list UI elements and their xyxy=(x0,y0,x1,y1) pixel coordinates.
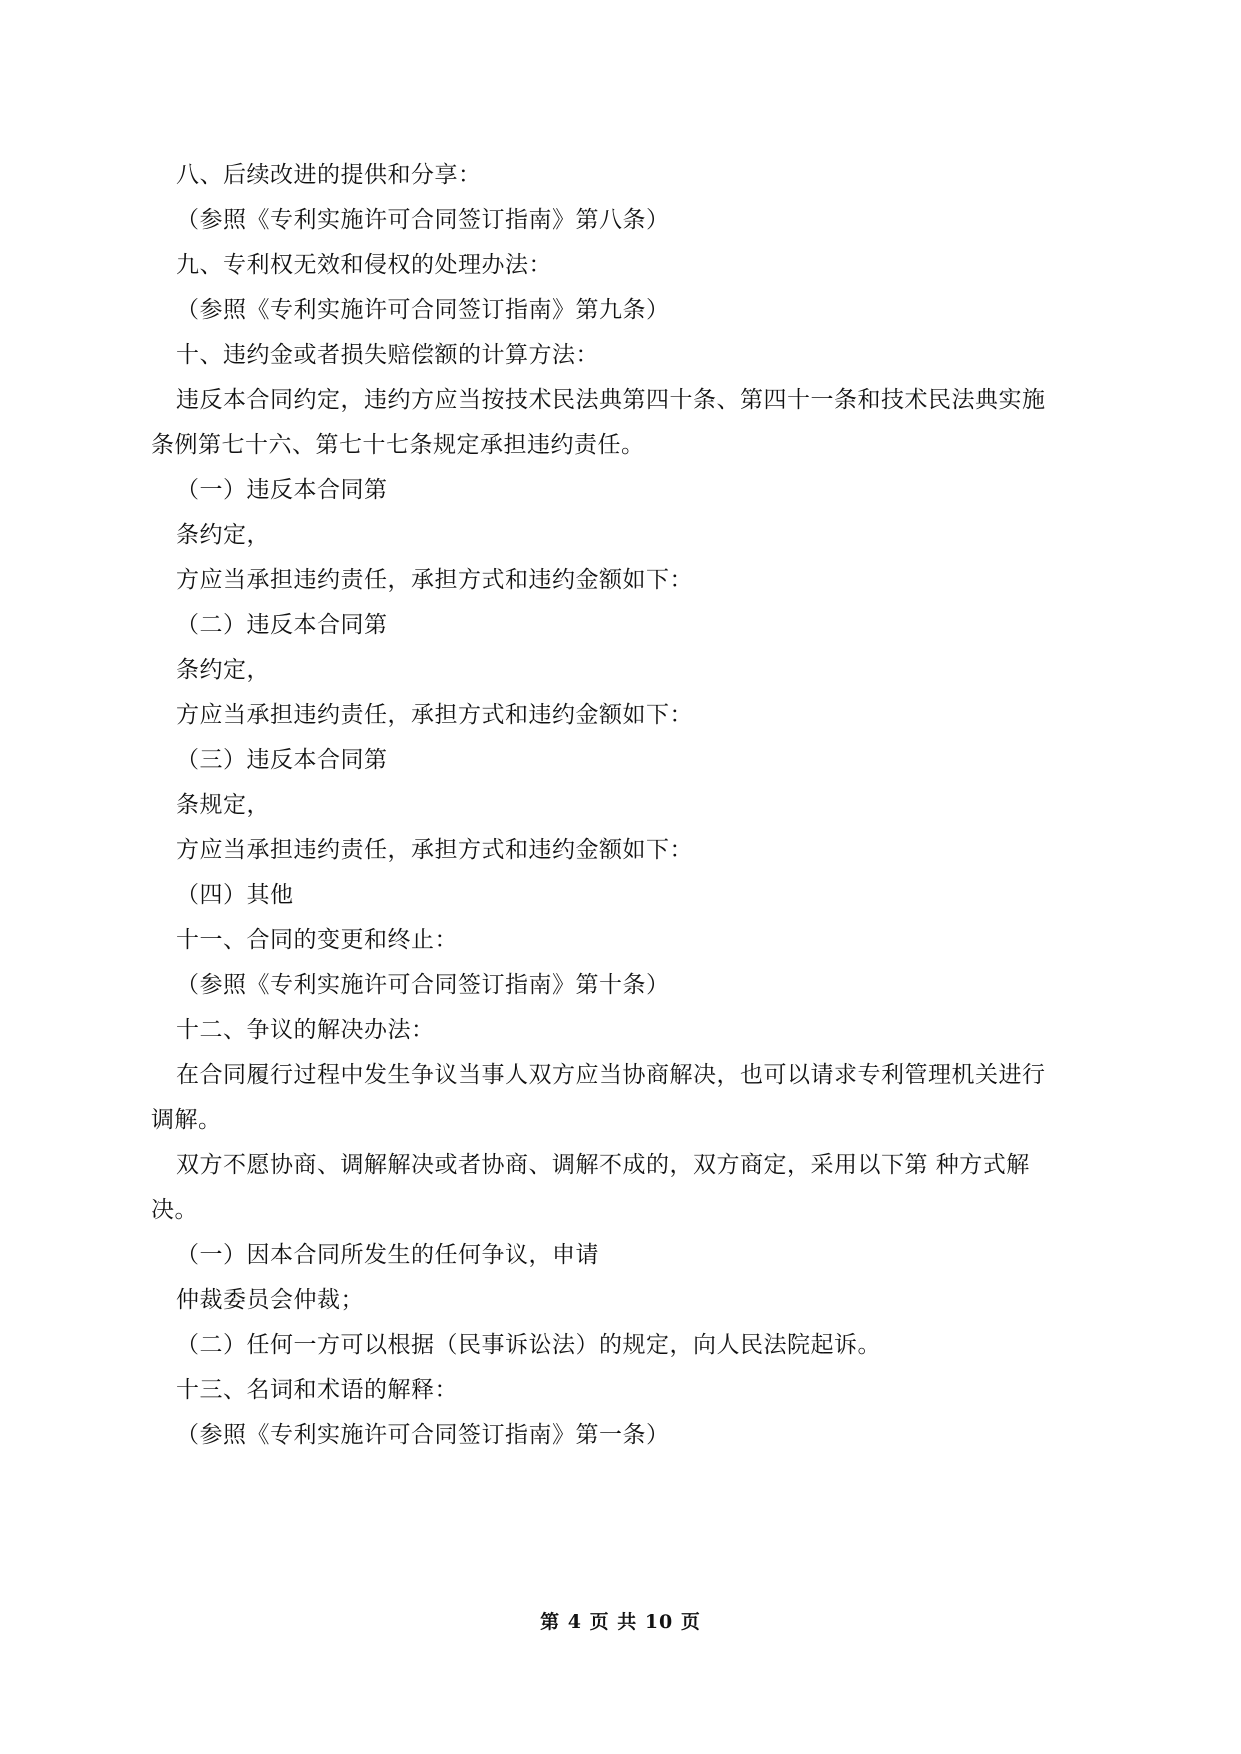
paragraph-line: 违反本合同约定，违约方应当按技术民法典第四十条、第四十一条和技术民法典实施 xyxy=(176,387,1046,413)
reference-11: （参照《专利实施许可合同签订指南》第十条） xyxy=(176,972,670,998)
reference-9: （参照《专利实施许可合同签订指南》第九条） xyxy=(176,297,670,323)
clause-item: 仲裁委员会仲裁； xyxy=(176,1287,364,1313)
footer-middle: 页 共 xyxy=(589,1611,638,1633)
clause-item: （四）其他 xyxy=(176,882,294,908)
paragraph-line: 调解。 xyxy=(151,1107,222,1133)
clause-item: 方应当承担违约责任，承担方式和违约金额如下： xyxy=(176,567,693,593)
footer-page-number: 4 xyxy=(567,1611,582,1633)
clause-item: 方应当承担违约责任，承担方式和违约金额如下： xyxy=(176,837,693,863)
heading-10: 十、违约金或者损失赔偿额的计算方法： xyxy=(176,342,599,368)
heading-8: 八、后续改进的提供和分享： xyxy=(176,162,482,188)
heading-13: 十三、名词和术语的解释： xyxy=(176,1377,458,1403)
clause-item: （一）因本合同所发生的任何争议，申请 xyxy=(176,1242,599,1268)
paragraph-line: 在合同履行过程中发生争议当事人双方应当协商解决，也可以请求专利管理机关进行 xyxy=(176,1062,1046,1088)
clause-item: （二）任何一方可以根据（民事诉讼法）的规定，向人民法院起诉。 xyxy=(176,1332,881,1358)
clause-item: 条规定， xyxy=(176,792,270,818)
heading-9: 九、专利权无效和侵权的处理办法： xyxy=(176,252,552,278)
footer-suffix: 页 xyxy=(680,1611,701,1633)
paragraph-line: 决。 xyxy=(151,1197,198,1223)
footer-total-pages: 10 xyxy=(644,1611,674,1633)
footer-prefix: 第 xyxy=(540,1611,561,1633)
paragraph-line: 条例第七十六、第七十七条规定承担违约责任。 xyxy=(151,432,645,458)
reference-8: （参照《专利实施许可合同签订指南》第八条） xyxy=(176,207,670,233)
reference-13: （参照《专利实施许可合同签订指南》第一条） xyxy=(176,1422,670,1448)
heading-12: 十二、争议的解决办法： xyxy=(176,1017,435,1043)
page-footer xyxy=(0,1610,1241,1634)
clause-item: （三）违反本合同第 xyxy=(176,747,388,773)
heading-11: 十一、合同的变更和终止： xyxy=(176,927,458,953)
clause-item: 条约定， xyxy=(176,657,270,683)
paragraph-line: 双方不愿协商、调解解决或者协商、调解不成的，双方商定，采用以下第 种方式解 xyxy=(176,1152,1030,1178)
clause-item: （二）违反本合同第 xyxy=(176,612,388,638)
clause-item: （一）违反本合同第 xyxy=(176,477,388,503)
clause-item: 条约定， xyxy=(176,522,270,548)
clause-item: 方应当承担违约责任，承担方式和违约金额如下： xyxy=(176,702,693,728)
